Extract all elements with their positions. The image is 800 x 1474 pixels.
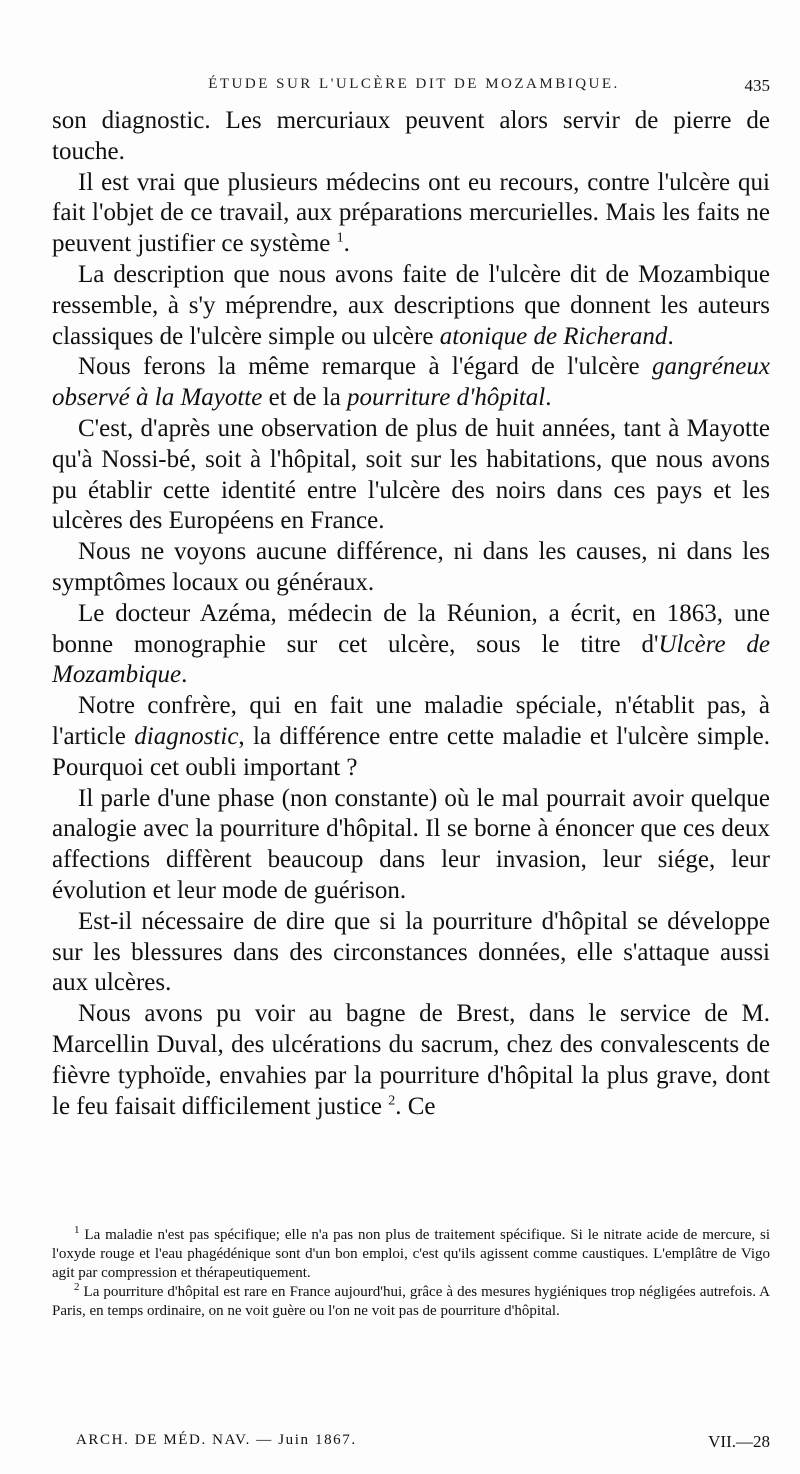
paragraph	[52, 352, 770, 414]
italic-text: diagnostic	[134, 722, 239, 750]
footnote-number: 1	[74, 1224, 80, 1236]
text-run: Nous avons pu voir au bagne de Brest, dans le service de M. Marcellin Duval, des ulcérations du sacrum, chez des convalescents de fièvre typhoïde, envahies par la pourriture d'hôpital la plus grave, dont le feu faisait difficilement justice	[52, 1000, 770, 1120]
footnotes	[52, 1226, 770, 1321]
text-run: , la différence entre cette maladie et l'ulcère simple. Pourquoi cet oubli important ?	[52, 722, 770, 781]
page-header	[58, 76, 770, 102]
footnote-reference: 2	[388, 1093, 396, 1109]
text-run: Nous ferons la même remarque à l'égard de l'ulcère	[78, 353, 652, 381]
footnote-reference: 1	[336, 230, 344, 246]
text-run: Il parle d'une phase (non constante) où le mal pourrait avoir quelque analogie avec la pourriture d'hôpital. Il se borne à énoncer que ces deux affections diffèrent beaucoup dans leur invasion, leur siége, leur évolution et leur mode de guérison.	[52, 784, 770, 904]
text-run: son diagnostic. Les mercuriaux peuvent alors servir de pierre de touche.	[52, 107, 770, 165]
text-run: .	[545, 384, 552, 412]
text-run: Nous ne voyons aucune différence, ni dans les causes, ni dans les symptômes locaux ou généraux.	[52, 538, 770, 596]
footnote	[52, 1283, 770, 1321]
paragraph	[52, 907, 770, 999]
signature-mark: VII.—28	[708, 1432, 770, 1451]
italic-text: Ulcère de Mozambique	[52, 630, 770, 689]
paragraph	[52, 537, 770, 599]
italic-text: gangréneux observé à la Mayotte	[52, 353, 770, 412]
text-run: Il est vrai que plusieurs médecins ont eu recours, contre l'ulcère qui fait l'objet de ce travail, aux préparations mercurielles. Mais les faits ne peuvent justifier ce système	[52, 168, 770, 258]
footnote-text: La pourriture d'hôpital est rare en France aujourd'hui, grâce à des mesures hygiéniques trop négligées autrefois. A Paris, en temps ordinaire, on ne voit guère ou l'on ne voit pas de pourriture d'hôpital.	[52, 1284, 771, 1319]
text-run: .	[667, 322, 674, 350]
paragraph	[52, 168, 770, 260]
text-run: et de la	[262, 384, 348, 412]
text-run: Notre confrère, qui en fait une maladie spéciale, n'établit pas, à l'article	[52, 692, 770, 750]
footnote-text: La maladie n'est pas spécifique; elle n'a pas non plus de traitement spécifique. Si le nitrate acide de mercure, si l'oxyde rouge et l'eau phagédénique sont d'un bon emploi, c'est qu'ils agissent comme caustiques. L'emplâtre de Vigo agit par compression et thérapeutiquement.	[52, 1227, 771, 1281]
text-run: C'est, d'après une observation de plus de huit années, tant à Mayotte qu'à Nossi-bé, soit à l'hôpital, soit sur les habitations, que nous avons pu établir cette identité entre l'ulcère des noirs dans ces pays et les ulcères des Européens en France.	[52, 414, 770, 535]
paragraph	[52, 260, 770, 352]
paragraph	[52, 999, 770, 1122]
paragraph	[52, 414, 770, 537]
italic-text: pourriture d'hôpital	[347, 384, 546, 412]
paragraph	[52, 106, 770, 168]
journal-reference: ARCH. DE MÉD. NAV. — Juin 1867.	[76, 1432, 357, 1448]
paragraph	[52, 784, 770, 907]
running-title: ÉTUDE SUR L'ULCÈRE DIT DE MOZAMBIQUE.	[208, 76, 620, 92]
footnote	[52, 1226, 770, 1283]
page-footer	[76, 1432, 770, 1456]
text-run: . Ce	[395, 1092, 436, 1120]
italic-text: atonique de Richerand	[439, 322, 668, 350]
text-run: Est-il nécessaire de dire que si la pourriture d'hôpital se développe sur les blessures dans des circonstances données, elle s'attaque aussi aux ulcères.	[52, 907, 770, 997]
text-run: .	[343, 230, 350, 258]
paragraph	[52, 691, 770, 783]
footnote-number: 2	[74, 1281, 80, 1293]
text-run: .	[181, 661, 188, 689]
page-number: 435	[744, 76, 770, 95]
main-text	[52, 106, 770, 1122]
paragraph	[52, 599, 770, 691]
text-run: Le docteur Azéma, médecin de la Réunion, a écrit, en 1863, une bonne monographie sur cet ulcère, sous le titre d'	[52, 599, 770, 658]
text-run: La description que nous avons faite de l'ulcère dit de Mozambique ressemble, à s'y méprendre, aux descriptions que donnent les auteurs classiques de l'ulcère simple ou ulcère	[52, 260, 770, 350]
